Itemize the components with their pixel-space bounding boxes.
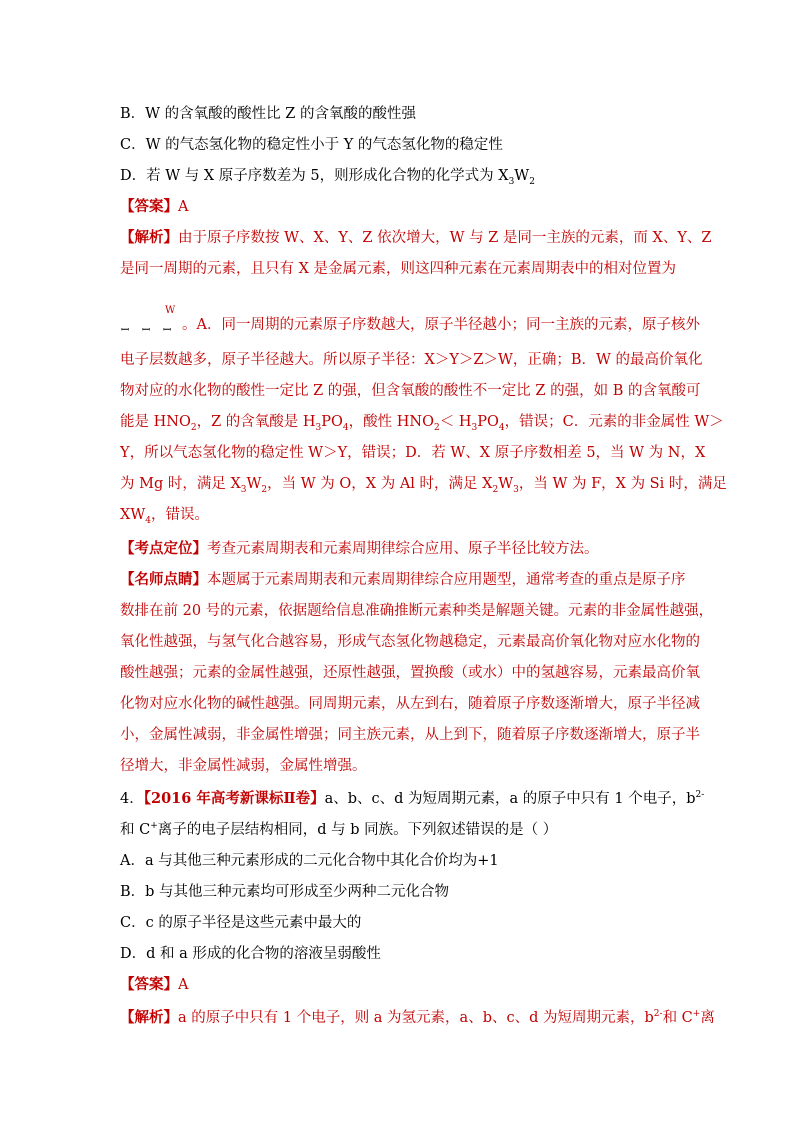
question-number: 4． <box>120 791 144 807</box>
answer-value: A <box>178 977 189 993</box>
option-d-prev: D．若 W 与 X 原子序数差为 5，则形成化合物的化学式为 $X_3W_2$ <box>120 168 535 187</box>
question-4-line-2: 和 C+离子的电子层结构相同，d 与 b 同族。下列叙述错误的是（ ） <box>120 821 558 838</box>
mingshi-line-4: 酸性越强；元素的金属性越强，还原性越强，置换酸（或水）中的氢越容易，元素最高价氧 <box>120 665 700 681</box>
answer-1 <box>120 197 188 217</box>
mingshi-line-5: 化物对应水化物的碱性越强。同周期元素，从左到右，随着原子序数逐渐增大，原子半径减 <box>120 696 700 712</box>
mingshi-line-2: 数排在前 20 号的元素，依据题给信息准确推断元素种类是解题关键。元素的非金属性越强， <box>120 603 714 619</box>
analysis-1-line-5: 物对应的水化物的酸性一定比 Z 的强，但含氧酸的酸性不一定比 Z 的强，如 B 的含氧酸可 <box>120 383 701 399</box>
analysis-1-line-4: 电子层数越多，原子半径越大。所以原子半径：X＞Y＞Z＞W，正确；B．W 的最高价氧化 <box>120 352 703 368</box>
analysis-1-line-1: 【解析】由于原子序数按 W、X、Y、Z 依次增大，W 与 Z 是同一主族的元素，而 X、Y、Z <box>120 229 712 246</box>
analysis-1-line-7: Y，所以气态氢化物的稳定性 W＞Y，错误；D．若 W、X 原子序数相差 5，当 W 为 N，X <box>120 445 706 461</box>
option-c: C．c 的原子半径是这些元素中最大的 <box>120 915 362 931</box>
answer-tag: 【答案】 <box>120 976 178 993</box>
mingshi-line-3: 氧化性越强，与氢气化合越容易，形成气态氢化物越稳定，元素最高价氧化物对应水化物的 <box>120 634 700 650</box>
option-b: B．b 与其他三种元素均可形成至少两种二元化合物 <box>120 884 450 900</box>
periodic-figure-cell-1: ꟷ <box>121 325 130 336</box>
mingshi-line-7: 径增大，非金属性减弱，金属性增强。 <box>120 758 367 774</box>
kaodian-tag: 【考点定位】 <box>120 540 207 557</box>
answer-2 <box>120 975 188 995</box>
periodic-figure-cell-2: ꟷ <box>142 325 151 336</box>
answer-value: A <box>178 199 189 215</box>
question-source: 【2016 年高考新课标Ⅱ卷】 <box>143 790 325 807</box>
analysis-tag: 【解析】 <box>120 229 178 246</box>
option-a: A．a 与其他三种元素形成的二元化合物中其化合价均为+1 <box>120 853 499 869</box>
mingshi-line-6: 小，金属性减弱，非金属性增强；同主族元素，从上到下，随着原子序数逐渐增大，原子半 <box>120 727 700 743</box>
option-c-prev: C．W 的气态氢化物的稳定性小于 Y 的气态氢化物的稳定性 <box>120 137 503 153</box>
answer-tag: 【答案】 <box>120 198 178 215</box>
analysis-1-line-6: 能是 $HNO_2$，Z 的含氧酸是 $H_3PO_4$，酸性 $HNO_2< H_3PO_4$，错误；C．元素的非金属性 W＞ <box>120 414 724 433</box>
periodic-figure-cell-3: ꟷ <box>163 325 172 336</box>
analysis-1-line-8: 为 Mg 时，满足 $X_3W_2$，当 W 为 O，X 为 Al 时，满足 $X_2W_3$，当 W 为 F，X 为 Si 时，满足 <box>120 476 727 495</box>
analysis-1-line-3: 。A．同一周期的元素原子序数越大，原子半径越小；同一主族的元素，原子核外 <box>182 317 700 333</box>
mingshi-line-1: 【名师点睛】本题属于元素周期表和元素周期律综合应用题型，通常考查的重点是原子序 <box>120 571 686 588</box>
analysis-2-line-1: 【解析】a 的原子中只有 1 个电子，则 a 为氢元素，a、b、c、d 为短周期元素，$b^{2-}$和 C+离 <box>120 1009 715 1026</box>
option-d: D．d 和 a 形成的化合物的溶液呈弱酸性 <box>120 946 381 962</box>
question-4-line-1: 4．【2016 年高考新课标Ⅱ卷】a、b、c、d 为短周期元素，a 的原子中只有 1 个电子，$b^{2-}$ <box>120 790 705 807</box>
periodic-figure-w: W <box>165 305 176 316</box>
kaodian-line: 【考点定位】考查元素周期表和元素周期律综合应用、原子半径比较方法。 <box>120 540 599 557</box>
analysis-1-line-2: 是同一周期的元素，且只有 X 是金属元素，则这四种元素在元素周期表中的相对位置为 <box>120 261 677 277</box>
analysis-1-line-9: $XW_4$，错误。 <box>120 507 209 526</box>
analysis-tag: 【解析】 <box>120 1009 178 1026</box>
mingshi-tag: 【名师点睛】 <box>120 571 207 588</box>
option-b-prev: B．W 的含氧酸的酸性比 Z 的含氧酸的酸性强 <box>120 106 416 122</box>
